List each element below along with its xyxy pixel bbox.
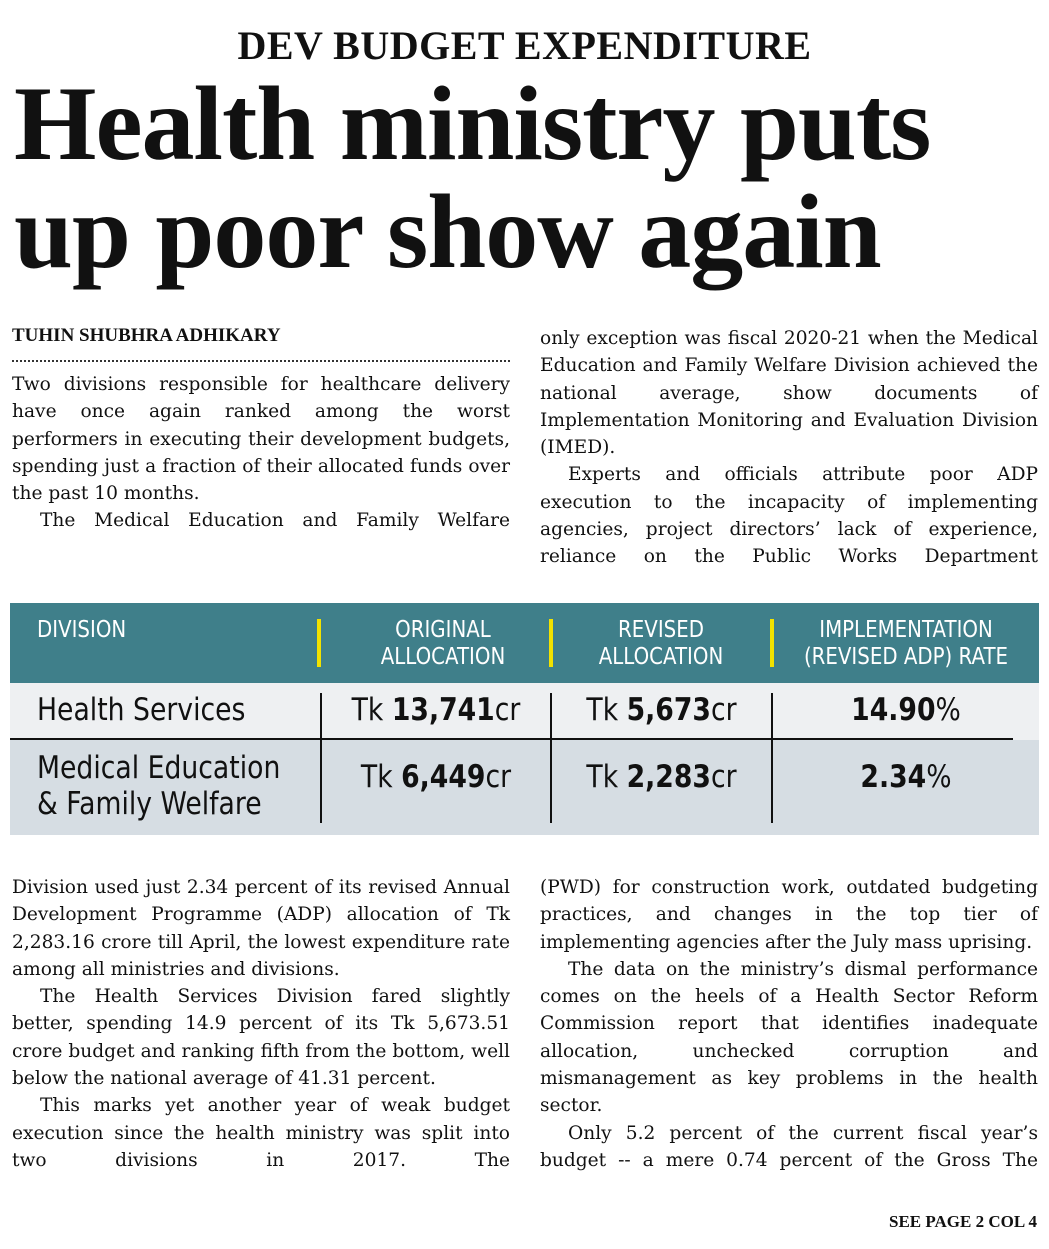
amount-value: 2,283 bbox=[626, 759, 711, 795]
amount-value: 5,673 bbox=[626, 692, 711, 728]
unit-label: cr bbox=[485, 759, 512, 795]
header-divider bbox=[549, 619, 553, 667]
article-column-left-top bbox=[12, 325, 510, 535]
header-divider bbox=[317, 619, 321, 667]
paragraph: The Health Services Division fared slightly better, spending 14.9 percent of its Tk 5,673.51 crore budget and ranking fifth from the bottom, well below the national average of 41.31 percent. bbox=[12, 986, 510, 1090]
paragraph: This marks yet another year of weak budget execution since the health ministry was split into two divisions in 2017. The bbox=[12, 1095, 510, 1171]
amount-value: 13,741 bbox=[391, 692, 495, 728]
byline: TUHIN SHUBHRA ADHIKARY bbox=[12, 325, 510, 362]
cell-implementation-rate bbox=[792, 692, 1021, 728]
currency-label: Tk bbox=[351, 692, 384, 728]
rate-value: 14.90 bbox=[851, 692, 936, 728]
header-original-allocation: ORIGINAL ALLOCATION bbox=[380, 617, 506, 670]
header-divider bbox=[770, 619, 774, 667]
paragraph: Division used just 2.34 percent of its revised Annual Development Programme (ADP) allocation of Tk 2,283.16 crore till April, the lowest expenditure rate among all ministries and divisions. bbox=[12, 877, 510, 980]
paragraph: only exception was fiscal 2020-21 when the Medical Education and Family Welfare Division achieved the national average, show documents of Implementation Monitoring and Evaluation Division (IMED). bbox=[540, 328, 1038, 459]
cell-revised-allocation bbox=[567, 692, 755, 728]
paragraph: The Medical Education and Family Welfare bbox=[40, 510, 510, 532]
unit-label: cr bbox=[710, 692, 737, 728]
paragraph: Two divisions responsible for healthcare delivery have once again ranked among the worst performers in executing their development budgets, spending just a fraction of their allocated funds over the past 10 months. bbox=[12, 374, 510, 505]
cell-implementation-rate bbox=[792, 759, 1021, 795]
currency-label: Tk bbox=[586, 692, 619, 728]
headline-line-2: up poor show again bbox=[14, 173, 881, 290]
budget-table bbox=[10, 603, 1039, 835]
currency-label: Tk bbox=[360, 759, 393, 795]
article-column-left-bottom bbox=[12, 874, 510, 1174]
cell-original-allocation bbox=[338, 759, 534, 795]
cell-division: Health Services bbox=[37, 692, 246, 728]
headline-line-1: Health ministry puts bbox=[14, 65, 931, 182]
percent-sign: % bbox=[926, 759, 952, 795]
headline bbox=[14, 65, 1044, 290]
header-implementation-rate: IMPLEMENTATION (REVISED ADP) RATE bbox=[803, 617, 1009, 670]
cell-division: Medical Education & Family Welfare bbox=[37, 750, 281, 822]
unit-label: cr bbox=[494, 692, 521, 728]
section-kicker: DEV BUDGET EXPENDITURE bbox=[237, 23, 812, 68]
currency-label: Tk bbox=[586, 759, 619, 795]
unit-label: cr bbox=[710, 759, 737, 795]
paragraph: Only 5.2 percent of the current fiscal year’s budget -- a mere 0.74 percent of the Gross The bbox=[540, 1122, 1038, 1171]
percent-sign: % bbox=[935, 692, 961, 728]
column-divider bbox=[320, 693, 322, 823]
paragraph: The data on the ministry’s dismal performance comes on the heels of a Health Sector Reform Commission report that identifies inadequate allocation, unchecked corruption and mismanagement as key problems in the health sector. bbox=[540, 958, 1038, 1117]
paragraph: Experts and officials attribute poor ADP execution to the incapacity of implementing agencies, project directors’ lack of experience, reliance on the Public Works Department bbox=[540, 464, 1038, 568]
rate-value: 2.34 bbox=[860, 759, 927, 795]
continuation-link[interactable]: SEE PAGE 2 COL 4 bbox=[889, 1212, 1037, 1231]
article-column-right-top bbox=[540, 325, 1038, 571]
amount-value: 6,449 bbox=[401, 759, 486, 795]
header-division: DIVISION bbox=[37, 617, 127, 643]
cell-original-allocation bbox=[338, 692, 534, 728]
column-divider bbox=[550, 693, 552, 823]
column-divider bbox=[771, 693, 773, 823]
row-divider bbox=[10, 738, 1013, 740]
article-column-right-bottom bbox=[540, 874, 1038, 1174]
header-revised-allocation: REVISED ALLOCATION bbox=[598, 617, 724, 670]
table-header bbox=[10, 603, 1039, 683]
cell-revised-allocation bbox=[567, 759, 755, 795]
paragraph: (PWD) for construction work, outdated budgeting practices, and changes in the top tier of implementing agencies after the July mass uprising. bbox=[540, 877, 1038, 953]
